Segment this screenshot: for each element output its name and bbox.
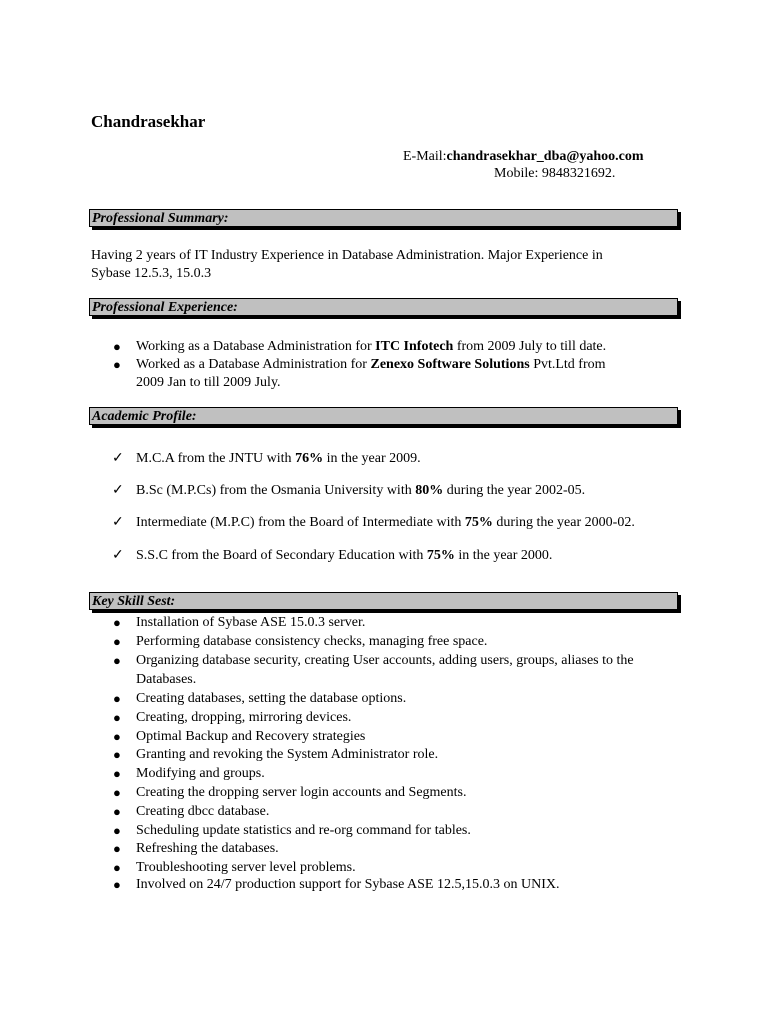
checkmark-icon: ✓	[112, 451, 124, 466]
academic-percentage: 76%	[295, 451, 324, 466]
skill-item: Modifying and groups.	[136, 766, 265, 781]
skill-item: Creating the dropping server login accounts and Segments.	[136, 785, 467, 800]
skill-item: Creating databases, setting the database options.	[136, 691, 407, 706]
bullet-icon: ●	[113, 766, 121, 781]
section-key-skills: Key Skill Sest:	[89, 592, 678, 610]
summary-line-2: Sybase 12.5.3, 15.0.3	[91, 266, 212, 281]
bullet-icon: ●	[113, 860, 121, 875]
bullet-icon: ●	[113, 691, 121, 706]
candidate-name: Chandrasekhar	[91, 112, 206, 131]
bullet-icon: ●	[113, 804, 121, 819]
experience-period: Pvt.Ltd from	[529, 357, 606, 372]
bullet-icon: ●	[113, 823, 121, 838]
skill-item: Performing database consistency checks, managing free space.	[136, 634, 488, 649]
checkmark-icon: ✓	[112, 515, 124, 530]
checkmark-icon: ✓	[112, 548, 124, 563]
academic-item	[136, 515, 635, 531]
checkmark-icon: ✓	[112, 483, 124, 498]
section-professional-summary: Professional Summary:	[89, 209, 678, 227]
experience-item	[136, 356, 606, 374]
skill-item: Creating, dropping, mirroring devices.	[136, 710, 352, 725]
skill-item: Refreshing the databases.	[136, 841, 279, 856]
academic-year: during the year 2002-05.	[443, 483, 586, 498]
academic-item	[136, 483, 585, 499]
skill-item: Organizing database security, creating User accounts, adding users, groups, aliases to the	[136, 653, 634, 668]
academic-percentage: 75%	[464, 515, 493, 530]
skill-item: Troubleshooting server level problems.	[136, 860, 356, 875]
academic-percentage: 75%	[426, 548, 455, 563]
skill-item: Scheduling update statistics and re-org command for tables.	[136, 823, 471, 838]
bullet-icon: ●	[113, 615, 121, 630]
bullet-icon: ●	[113, 339, 121, 354]
bullet-icon: ●	[113, 841, 121, 856]
section-professional-experience: Professional Experience:	[89, 298, 678, 316]
bullet-icon: ●	[113, 729, 121, 744]
academic-year: during the year 2000-02.	[492, 515, 635, 530]
academic-percentage: 80%	[415, 483, 444, 498]
bullet-icon: ●	[113, 357, 121, 372]
email-line	[403, 149, 644, 165]
bullet-icon: ●	[113, 634, 121, 649]
skill-item: Installation of Sybase ASE 15.0.3 server.	[136, 615, 366, 630]
employer-name: ITC Infotech	[375, 339, 454, 354]
mobile-line: Mobile: 9848321692.	[494, 166, 616, 181]
academic-text: S.S.C from the Board of Secondary Education with	[136, 548, 427, 563]
email-label: E-Mail:	[403, 149, 447, 164]
employer-name: Zenexo Software Solutions	[370, 357, 530, 372]
academic-year: in the year 2000.	[454, 548, 553, 563]
experience-item-continuation: 2009 Jan to till 2009 July.	[136, 375, 281, 390]
bullet-icon: ●	[113, 653, 121, 668]
skill-item: Involved on 24/7 production support for Sybase ASE 12.5,15.0.3 on UNIX.	[136, 877, 560, 892]
academic-text: B.Sc (M.P.Cs) from the Osmania University with	[136, 483, 416, 498]
academic-year: in the year 2009.	[323, 451, 421, 466]
bullet-icon: ●	[113, 747, 121, 762]
experience-period: from 2009 July to till date.	[453, 339, 607, 354]
bullet-icon: ●	[113, 710, 121, 725]
experience-text: Working as a Database Administration for	[136, 339, 376, 354]
bullet-icon: ●	[113, 785, 121, 800]
email-address: chandrasekhar_dba@yahoo.com	[446, 149, 644, 164]
academic-text: M.C.A from the JNTU with	[136, 451, 296, 466]
skill-item: Creating dbcc database.	[136, 804, 270, 819]
bullet-icon: ●	[113, 877, 121, 892]
skill-item: Optimal Backup and Recovery strategies	[136, 729, 366, 744]
academic-item	[136, 548, 552, 564]
skill-item: Databases.	[136, 672, 197, 687]
academic-item	[136, 451, 421, 467]
academic-text: Intermediate (M.P.C) from the Board of Intermediate with	[136, 515, 465, 530]
summary-line-1: Having 2 years of IT Industry Experience in Database Administration. Major Experience in	[91, 248, 603, 263]
section-academic-profile: Academic Profile:	[89, 407, 678, 425]
experience-item	[136, 338, 606, 356]
skill-item: Granting and revoking the System Administrator role.	[136, 747, 439, 762]
experience-text: Worked as a Database Administration for	[136, 357, 371, 372]
